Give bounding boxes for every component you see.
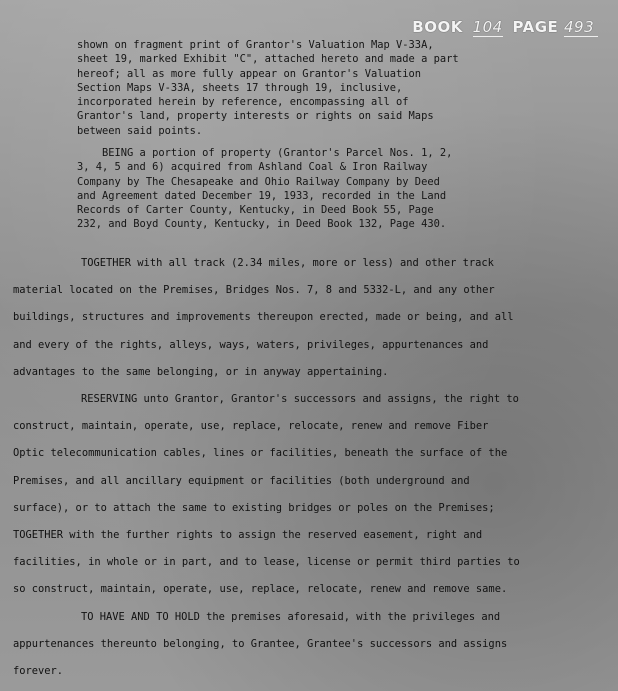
text-line: shown on fragment print of Grantor's Valuation Map V-33A, <box>77 39 434 51</box>
text-line: so construct, maintain, operate, use, replace, relocate, renew and remove same. <box>13 583 508 596</box>
together-clause-line: TOGETHER with all track (2.34 miles, more or less) and other track <box>81 257 494 269</box>
book-page-header <box>412 18 598 37</box>
text-line: 232, and Boyd County, Kentucky, in Deed Book 132, Page 430. <box>77 218 447 231</box>
legal-description-paragraph <box>77 38 477 138</box>
page-label: PAGE <box>512 18 559 36</box>
text-line: forever. <box>13 665 64 678</box>
text-line: Premises, and all ancillary equipment or facilities (both underground and <box>13 474 470 487</box>
text-line: sheet 19, marked Exhibit "C", attached hereto and made a part <box>77 53 459 66</box>
text-line: advantages to the same belonging, or in anyway appertaining. <box>13 365 389 378</box>
text-line: buildings, structures and improvements thereupon erected, made or being, and all <box>13 311 514 324</box>
text-line: Company by The Chesapeake and Ohio Railway Company by Deed <box>77 175 440 188</box>
text-line: Records of Carter County, Kentucky, in Deed Book 55, Page <box>77 204 434 217</box>
text-line: Grantor's land, property interests or rights on said Maps <box>77 110 434 123</box>
text-line: Optic telecommunication cables, lines or facilities, beneath the surface of the <box>13 447 508 460</box>
being-clause-paragraph <box>77 146 497 232</box>
deed-body-text <box>13 250 608 685</box>
text-line: and Agreement dated December 19, 1933, recorded in the Land <box>77 189 447 202</box>
text-line: appurtenances thereunto belonging, to Grantee, Grantee's successors and assigns <box>13 637 508 650</box>
text-line: facilities, in whole or in part, and to lease, license or permit third parties to <box>13 556 520 569</box>
book-number: 104 <box>472 18 503 36</box>
text-line: and every of the rights, alleys, ways, waters, privileges, appurtenances and <box>13 338 489 351</box>
text-line: BEING a portion of property (Grantor's Parcel Nos. 1, 2, <box>77 147 453 159</box>
book-label: BOOK <box>412 18 463 36</box>
text-line: hereof; all as more fully appear on Grantor's Valuation <box>77 67 422 80</box>
text-line: between said points. <box>77 124 203 137</box>
text-line: incorporated herein by reference, encompassing all of <box>77 96 409 109</box>
text-line: TOGETHER with the further rights to assign the reserved easement, right and <box>13 529 483 542</box>
text-line: Section Maps V-33A, sheets 17 through 19, inclusive, <box>77 81 403 94</box>
reserving-clause-line: RESERVING unto Grantor, Grantor's successors and assigns, the right to <box>81 393 519 406</box>
text-line: construct, maintain, operate, use, replace, relocate, renew and remove Fiber <box>13 420 489 433</box>
page-number: 493 <box>564 18 598 37</box>
text-line: surface), or to attach the same to existing bridges or poles on the Premises; <box>13 501 495 514</box>
text-line: material located on the Premises, Bridges Nos. 7, 8 and 5332-L, and any other <box>13 284 495 297</box>
text-line: 3, 4, 5 and 6) acquired from Ashland Coal & Iron Railway <box>77 161 428 174</box>
habendum-clause-line: TO HAVE AND TO HOLD the premises aforesaid, with the privileges and <box>81 610 501 623</box>
